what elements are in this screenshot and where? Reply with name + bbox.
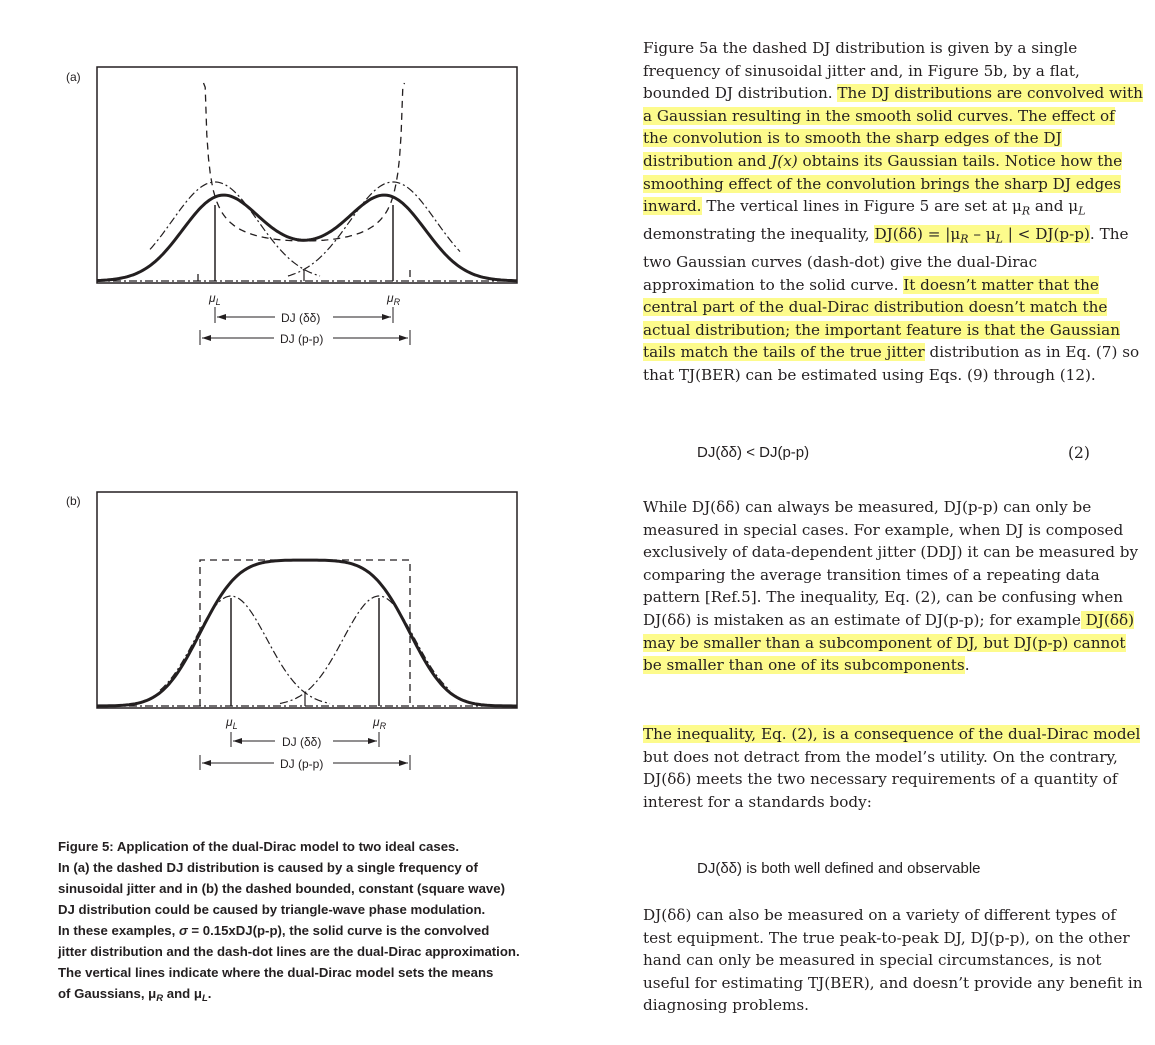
figure-5a xyxy=(90,65,530,355)
gaussian-right-dashdot-b xyxy=(280,596,450,704)
highlight-convolution: The DJ distributions are convolved with a Gaussian resulting in the smooth solid curves. The effect of the convolution is to smooth the sharp edges of the DJ distribution and J(x) obtains its Gaussian tails. Notice how the smoothing effect of the convolution brings the sharp DJ edges inward. xyxy=(643,84,1143,216)
figure-caption xyxy=(58,836,568,1009)
caption-line-2: In (a) the dashed DJ distribution is caused by a single frequency of xyxy=(58,860,478,875)
pp-arrowhead-right-a xyxy=(399,335,408,341)
caption-line-7: The vertical lines indicate where the dual-Dirac model sets the means xyxy=(58,965,494,980)
equation-2-number: (2) xyxy=(1068,444,1090,462)
paragraph-1: Figure 5a the dashed DJ distribution is given by a single frequency of sinusoidal jitter and, in Figure 5b, by a flat, bounded DJ distribution. The DJ distributions are convolved with a Gaussian resulting in the smooth solid curves. The effect of the convolution is to smooth the sharp edges of the DJ distribution and J(x) obtains its Gaussian tails. Notice how the smoothing effect of the convolution brings the sharp DJ edges inward. The vertical lines in Figure 5 are set at $\mu_R$ and $\mu_L$ demonstrating the inequality, $DJ(\delta\delta) = |\mu_R - \mu_L$ | < DJ(p-p). The two Gaussian curves (dash-dot) give the dual-Dirac approximation to the solid curve. It doesn’t matter that the central part of the dual-Dirac distribution doesn’t match the actual distribution; the important feature is that the Gaussian tails match the tails of the true jitter distribution as in Eq. (7) so that TJ(BER) can be estimated using Eqs. (9) through (12). xyxy=(643,39,1143,384)
dd-arrowhead-left-b xyxy=(233,738,242,744)
dj-pp-label-b: DJ (p-p) xyxy=(280,757,324,771)
mu-l-label-a: $\mu_L$ xyxy=(209,291,221,307)
plot-frame-a xyxy=(97,67,517,283)
dj-dd-label-a: DJ (δδ) xyxy=(281,311,321,325)
caption-line-6: jitter distribution and the dash-dot lines are the dual-Dirac approximation. xyxy=(58,944,520,959)
highlight-consequence: The inequality, Eq. (2), is a consequence of the dual-Dirac model xyxy=(643,725,1141,743)
caption-line-3: sinusoidal jitter and in (b) the dashed bounded, constant (square wave) xyxy=(58,881,505,896)
pp-arrowhead-right-b xyxy=(399,760,408,766)
pp-arrowhead-left-b xyxy=(202,760,211,766)
quote-well-defined: DJ(δδ) is both well defined and observable xyxy=(697,860,981,877)
highlight-gaussian-tails: It doesn’t matter that the central part of the dual-Dirac distribution doesn’t match the actual distribution; the important feature is that the Gaussian tails match the tails of the true jitter xyxy=(643,275,1120,362)
mu-r-label-b: $\mu_R$ xyxy=(373,715,387,731)
plot-frame-b xyxy=(97,492,517,708)
paragraph-3: The inequality, Eq. (2), is a consequence of the dual-Dirac model but does not detract from the model’s utility. On the contrary, DJ(δδ) meets the two necessary requirements of a quantity of interest for a standards body: xyxy=(643,725,1141,811)
mu-l-label-b: $\mu_L$ xyxy=(226,715,238,731)
panel-b-label: (b) xyxy=(66,494,81,508)
dj-distribution-dashed-a xyxy=(198,83,410,281)
paragraph-4: DJ(δδ) can also be measured on a variety of different types of test equipment. The true peak-to-peak DJ, DJ(p-p), on the other hand can only be measured in special circumstances, is not useful for estimating TJ(BER), and doesn’t provide any benefit in diagnosing problems. xyxy=(643,906,1143,1015)
caption-line-8: of Gaussians, $\mu_R$ and $\mu_L$. xyxy=(58,986,212,1004)
panel-a-label: (a) xyxy=(66,70,81,84)
dj-dd-label-b: DJ (δδ) xyxy=(282,735,322,749)
dd-arrowhead-right-a xyxy=(382,314,391,320)
pp-arrowhead-left-a xyxy=(202,335,211,341)
paragraph-2: While DJ(δδ) can always be measured, DJ(p-p) can only be measured in special cases. For example, when DJ is composed exclusively of data-dependent jitter (DDJ) it can be measured by comparing the average transition times of a repeating data pattern [Ref.5]. The inequality, Eq. (2), can be confusing when DJ(δδ) is mistaken as an estimate of DJ(p-p); for example DJ(δδ) may be smaller than a subcomponent of DJ, but DJ(p-p) cannot be smaller than one of its subcomponents. xyxy=(643,498,1139,675)
convolved-solid-curve-b xyxy=(97,560,517,706)
caption-line-4: DJ distribution could be caused by triangle-wave phase modulation. xyxy=(58,902,486,917)
caption-line-1: Figure 5: Application of the dual-Dirac model to two ideal cases. xyxy=(58,839,460,854)
figure-5b xyxy=(90,490,530,780)
dd-arrowhead-right-b xyxy=(368,738,377,744)
equation-2: DJ(δδ) < DJ(p-p) xyxy=(697,444,810,461)
dj-pp-label-a: DJ (p-p) xyxy=(280,332,324,346)
mu-r-label-a: $\mu_R$ xyxy=(387,291,401,307)
highlight-subcomponent: DJ(δδ) may be smaller than a subcomponent of DJ, but DJ(p-p) cannot be smaller than one of its subcomponents xyxy=(643,610,1135,675)
caption-line-5: In these examples, σ = 0.15xDJ(p-p), the solid curve is the convolved xyxy=(58,923,490,938)
gaussian-left-dashdot-a xyxy=(150,182,320,276)
gaussian-left-dashdot-b xyxy=(160,596,330,704)
highlight-inequality: $DJ(\delta\delta) = |\mu_R - \mu_L$ | < DJ(p-p) xyxy=(874,225,1090,246)
dd-arrowhead-left-a xyxy=(217,314,226,320)
